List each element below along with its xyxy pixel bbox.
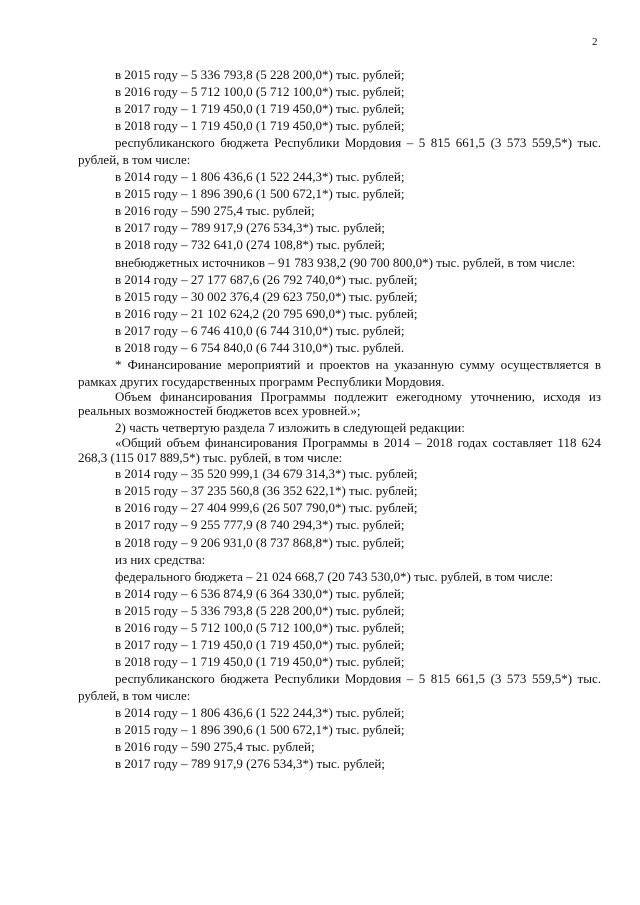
- paragraph: 2) часть четвертую раздела 7 изложить в следующей редакции:: [115, 420, 465, 436]
- paragraph: в 2016 году – 590 275,4 тыс. рублей;: [115, 739, 315, 755]
- paragraph: в 2017 году – 1 719 450,0 (1 719 450,0*) тыс. рублей;: [115, 636, 405, 652]
- paragraph: в 2017 году – 9 255 777,9 (8 740 294,3*) тыс. рублей;: [115, 517, 405, 533]
- paragraph: Объем финансирования Программы подлежит ежегодному уточнению, исходя из реальных возможностей бюджетов всех уровней.»;: [78, 388, 601, 419]
- paragraph: в 2017 году – 789 917,9 (276 534,3*) тыс. рублей;: [115, 756, 386, 772]
- paragraph: в 2014 году – 35 520 999,1 (34 679 314,3*) тыс. рублей;: [115, 466, 418, 482]
- paragraph: в 2016 году – 21 102 624,2 (20 795 690,0*) тыс. рублей;: [115, 305, 418, 321]
- paragraph: в 2018 году – 9 206 931,0 (8 737 868,8*) тыс. рублей;: [115, 534, 405, 550]
- document-body: [78, 66, 601, 772]
- paragraph: в 2018 году – 732 641,0 (274 108,8*) тыс. рублей;: [115, 237, 386, 253]
- paragraph: в 2016 году – 27 404 999,6 (26 507 790,0*) тыс. рублей;: [115, 500, 418, 516]
- paragraph: в 2016 году – 5 712 100,0 (5 712 100,0*) тыс. рублей;: [115, 619, 405, 635]
- paragraph: в 2016 году – 590 275,4 тыс. рублей;: [115, 203, 315, 219]
- page-number: 2: [592, 36, 598, 48]
- paragraph: в 2015 году – 5 336 793,8 (5 228 200,0*) тыс. рублей;: [115, 602, 405, 618]
- paragraph: в 2015 году – 30 002 376,4 (29 623 750,0*) тыс. рублей;: [115, 288, 418, 304]
- paragraph: в 2017 году – 1 719 450,0 (1 719 450,0*) тыс. рублей;: [115, 101, 405, 117]
- footnote: * Финансирование мероприятий и проектов на указанную сумму осуществляется в рамках других государственных программ Республики Мордовия.: [78, 356, 601, 389]
- paragraph: в 2014 году – 1 806 436,6 (1 522 244,3*) тыс. рублей;: [115, 704, 405, 720]
- paragraph: в 2015 году – 1 896 390,6 (1 500 672,1*) тыс. рублей;: [115, 722, 405, 738]
- paragraph: в 2018 году – 1 719 450,0 (1 719 450,0*) тыс. рублей;: [115, 118, 405, 134]
- paragraph: в 2017 году – 789 917,9 (276 534,3*) тыс. рублей;: [115, 220, 386, 236]
- paragraph: в 2015 году – 37 235 560,8 (36 352 622,1*) тыс. рублей;: [115, 483, 418, 499]
- paragraph: республиканского бюджета Республики Мордовия – 5 815 661,5 (3 573 559,5*) тыс. рублей, в том числе:: [78, 670, 601, 703]
- paragraph: из них средства:: [115, 551, 206, 567]
- paragraph: в 2015 году – 1 896 390,6 (1 500 672,1*) тыс. рублей;: [115, 186, 405, 202]
- paragraph: «Общий объем финансирования Программы в 2014 – 2018 годах составляет 118 624 268,3 (115 017 889,5*) тыс. рублей, в том числе:: [78, 435, 601, 465]
- paragraph: в 2015 году – 5 336 793,8 (5 228 200,0*) тыс. рублей;: [115, 67, 405, 82]
- paragraph: внебюджетных источников – 91 783 938,2 (90 700 800,0*) тыс. рублей, в том числе:: [115, 254, 576, 270]
- paragraph: в 2017 году – 6 746 410,0 (6 744 310,0*) тыс. рублей;: [115, 322, 405, 338]
- paragraph: в 2016 году – 5 712 100,0 (5 712 100,0*) тыс. рублей;: [115, 84, 405, 100]
- paragraph: в 2018 году – 6 754 840,0 (6 744 310,0*) тыс. рублей.: [115, 339, 405, 355]
- paragraph: республиканского бюджета Республики Мордовия – 5 815 661,5 (3 573 559,5*) тыс. рублей, в том числе:: [78, 135, 601, 168]
- paragraph: в 2018 году – 1 719 450,0 (1 719 450,0*) тыс. рублей;: [115, 653, 405, 669]
- paragraph: в 2014 году – 6 536 874,9 (6 364 330,0*) тыс. рублей;: [115, 585, 405, 601]
- paragraph: федерального бюджета – 21 024 668,7 (20 743 530,0*) тыс. рублей, в том числе:: [115, 568, 554, 584]
- paragraph: в 2014 году – 27 177 687,6 (26 792 740,0*) тыс. рублей;: [115, 271, 418, 287]
- paragraph: в 2014 году – 1 806 436,6 (1 522 244,3*) тыс. рублей;: [115, 169, 405, 185]
